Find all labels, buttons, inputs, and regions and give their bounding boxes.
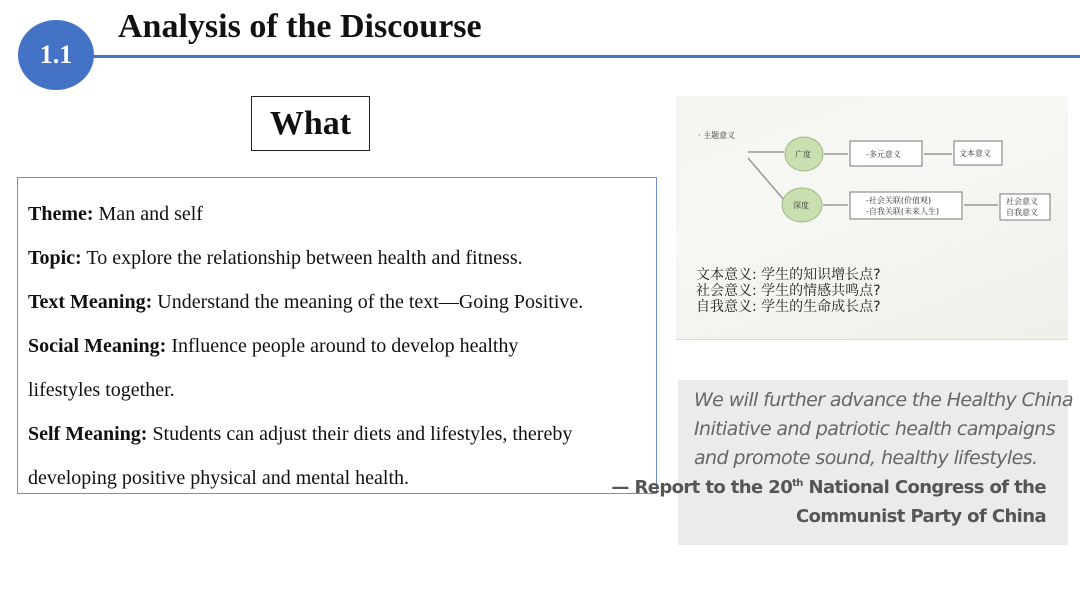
content-label: Social Meaning: xyxy=(28,335,167,357)
content-label: Topic: xyxy=(28,247,82,269)
quote-line: and promote sound, healthy lifestyles. xyxy=(694,447,1038,469)
box3-line1: -社会关联(价值观) xyxy=(866,196,932,205)
box4-line2: 自我意义 xyxy=(1006,208,1038,217)
node-breadth-label: 广度 xyxy=(795,150,811,159)
content-line-self-meaning xyxy=(28,412,656,456)
diagram-root-label: · 主题意义 xyxy=(698,131,736,140)
content-line-social-meaning xyxy=(28,324,656,368)
header-divider xyxy=(56,55,1080,58)
content-text: developing positive physical and mental health. xyxy=(28,467,410,489)
content-text: Man and self xyxy=(93,203,203,225)
meaning-question: 文本意义: 学生的知识增长点? xyxy=(696,267,881,283)
arrow-root-depth xyxy=(748,158,784,200)
content-text: Influence people around to develop healthy xyxy=(166,335,519,357)
node-depth-label: 深度 xyxy=(793,201,809,210)
content-label: Text Meaning: xyxy=(28,291,153,313)
box3-line2: -自我关联(未来人生) xyxy=(866,207,940,216)
quote-source-line2: Communist Party of China xyxy=(795,506,1046,527)
content-line-text-meaning xyxy=(28,280,656,324)
what-label-box: What xyxy=(251,96,370,151)
content-text: Students can adjust their diets and lifestyles, thereby xyxy=(147,423,573,445)
box1-label: -多元意义 xyxy=(866,150,901,159)
content-text: Understand the meaning of the text—Going Positive. xyxy=(152,291,584,313)
meaning-question: 社会意义: 学生的情感共鸣点? xyxy=(696,283,881,299)
report-quote-panel xyxy=(611,380,1073,545)
content-label: Self Meaning: xyxy=(28,423,148,445)
quote-line: We will further advance the Healthy China xyxy=(694,389,1073,411)
box2-label: 文本意义 xyxy=(959,149,991,158)
meaning-question: 自我意义: 学生的生命成长点? xyxy=(696,299,881,315)
meaning-questions xyxy=(696,267,881,315)
content-text: lifestyles together. xyxy=(28,379,175,401)
content-label: Theme: xyxy=(28,203,94,225)
analysis-content-box xyxy=(17,177,657,494)
content-line-theme xyxy=(28,192,656,236)
quote-line: Initiative and patriotic health campaigns xyxy=(694,418,1056,440)
content-line-self-meaning-cont xyxy=(28,456,656,500)
source-ordinal: th xyxy=(792,478,803,489)
page-title: Analysis of the Discourse xyxy=(118,8,482,45)
section-number-badge: 1.1 xyxy=(18,20,94,90)
content-text: To explore the relationship between health and fitness. xyxy=(81,247,523,269)
source-suffix: National Congress of the xyxy=(802,477,1046,498)
theme-meaning-diagram xyxy=(676,96,1068,340)
content-line-social-meaning-cont xyxy=(28,368,656,412)
source-prefix: — Report to the 20 xyxy=(611,477,793,498)
box4-line1: 社会意义 xyxy=(1006,197,1038,206)
content-line-topic xyxy=(28,236,656,280)
quote-source-line1 xyxy=(611,477,1046,498)
